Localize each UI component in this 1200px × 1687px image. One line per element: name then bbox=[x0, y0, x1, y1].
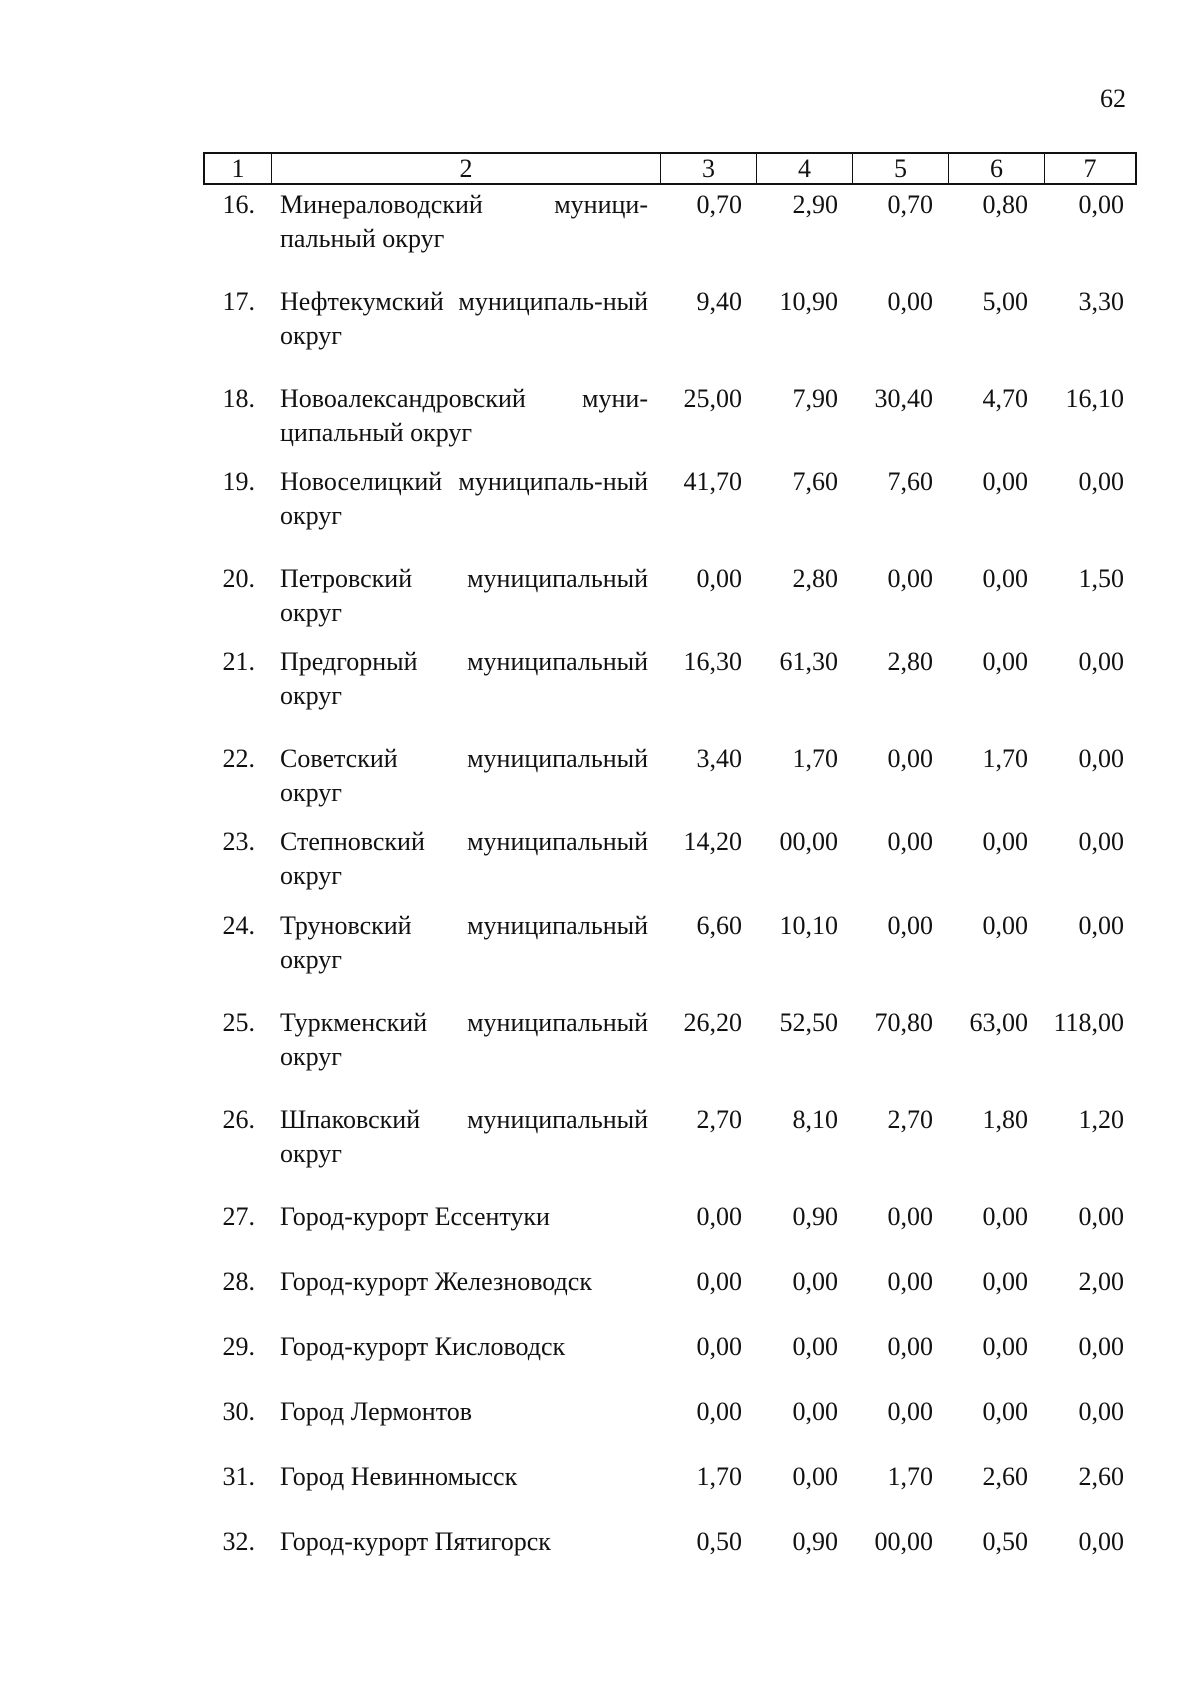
table-row bbox=[0, 1395, 1200, 1465]
value-col-3: 14,20 bbox=[683, 827, 742, 856]
row-number: 24. bbox=[222, 911, 255, 940]
value-col-5: 2,70 bbox=[887, 1105, 933, 1134]
header-cell-2: 2 bbox=[271, 154, 660, 183]
value-col-4: 00,00 bbox=[779, 827, 838, 856]
district-name: Новоалександровский муни-ципальный округ bbox=[280, 384, 648, 447]
value-col-7: 0,00 bbox=[1078, 647, 1124, 676]
row-number: 17. bbox=[222, 287, 255, 316]
table-row bbox=[0, 1460, 1200, 1530]
value-col-5: 00,00 bbox=[874, 1527, 933, 1556]
row-number: 21. bbox=[222, 647, 255, 676]
value-col-7: 0,00 bbox=[1078, 1397, 1124, 1426]
district-name: Минераловодский муници-пальный округ bbox=[280, 190, 648, 253]
value-col-7: 0,00 bbox=[1078, 744, 1124, 773]
value-col-4: 7,60 bbox=[792, 467, 838, 496]
value-col-7: 0,00 bbox=[1078, 1202, 1124, 1231]
header-cell-6: 6 bbox=[948, 154, 1044, 183]
value-col-5: 0,00 bbox=[887, 1397, 933, 1426]
page-number: 62 bbox=[1100, 84, 1126, 113]
value-col-7: 0,00 bbox=[1078, 827, 1124, 856]
header-cell-4: 4 bbox=[756, 154, 852, 183]
value-col-6: 0,00 bbox=[982, 1267, 1028, 1296]
value-col-3: 9,40 bbox=[696, 287, 742, 316]
row-number: 22. bbox=[222, 744, 255, 773]
value-col-7: 0,00 bbox=[1078, 190, 1124, 219]
row-number: 23. bbox=[222, 827, 255, 856]
value-col-5: 0,00 bbox=[887, 1332, 933, 1361]
table-row bbox=[0, 1103, 1200, 1173]
value-col-6: 1,70 bbox=[982, 744, 1028, 773]
value-col-7: 3,30 bbox=[1078, 287, 1124, 316]
value-col-3: 2,70 bbox=[696, 1105, 742, 1134]
value-col-4: 0,00 bbox=[792, 1267, 838, 1296]
value-col-7: 16,10 bbox=[1065, 384, 1124, 413]
value-col-6: 2,60 bbox=[982, 1462, 1028, 1491]
district-name: Предгорный муниципальный округ bbox=[280, 647, 648, 710]
value-col-4: 2,90 bbox=[792, 190, 838, 219]
value-col-7: 0,00 bbox=[1078, 911, 1124, 940]
value-col-5: 1,70 bbox=[887, 1462, 933, 1491]
value-col-5: 0,00 bbox=[887, 911, 933, 940]
value-col-5: 70,80 bbox=[874, 1008, 933, 1037]
value-col-6: 63,00 bbox=[969, 1008, 1028, 1037]
table-row bbox=[0, 1200, 1200, 1270]
value-col-6: 0,00 bbox=[982, 827, 1028, 856]
value-col-3: 0,00 bbox=[696, 564, 742, 593]
value-col-4: 7,90 bbox=[792, 384, 838, 413]
table-row bbox=[0, 465, 1200, 535]
row-number: 28. bbox=[222, 1267, 255, 1296]
value-col-5: 0,00 bbox=[887, 1267, 933, 1296]
table-row bbox=[0, 562, 1200, 632]
value-col-4: 8,10 bbox=[792, 1105, 838, 1134]
table-row bbox=[0, 285, 1200, 355]
value-col-6: 0,00 bbox=[982, 1332, 1028, 1361]
district-name: Город-курорт Железноводск bbox=[280, 1267, 592, 1296]
value-col-7: 118,00 bbox=[1053, 1008, 1124, 1037]
value-col-5: 7,60 bbox=[887, 467, 933, 496]
value-col-7: 2,60 bbox=[1078, 1462, 1124, 1491]
row-number: 19. bbox=[222, 467, 255, 496]
value-col-7: 1,20 bbox=[1078, 1105, 1124, 1134]
value-col-7: 0,00 bbox=[1078, 1527, 1124, 1556]
value-col-5: 0,70 bbox=[887, 190, 933, 219]
value-col-4: 0,90 bbox=[792, 1527, 838, 1556]
header-cell-3: 3 bbox=[660, 154, 756, 183]
value-col-6: 0,00 bbox=[982, 467, 1028, 496]
value-col-6: 4,70 bbox=[982, 384, 1028, 413]
district-name: Новоселицкий муниципаль-ный округ bbox=[280, 467, 648, 530]
district-name: Туркменский муниципальный округ bbox=[280, 1008, 648, 1071]
value-col-3: 16,30 bbox=[683, 647, 742, 676]
table-row bbox=[0, 1265, 1200, 1335]
district-name: Город Лермонтов bbox=[280, 1397, 472, 1426]
value-col-6: 0,00 bbox=[982, 911, 1028, 940]
value-col-6: 0,00 bbox=[982, 1397, 1028, 1426]
row-number: 29. bbox=[222, 1332, 255, 1361]
value-col-4: 0,00 bbox=[792, 1332, 838, 1361]
district-name: Нефтекумский муниципаль-ный округ bbox=[280, 287, 648, 350]
value-col-5: 0,00 bbox=[887, 287, 933, 316]
header-cell-5: 5 bbox=[852, 154, 948, 183]
value-col-5: 0,00 bbox=[887, 744, 933, 773]
value-col-4: 2,80 bbox=[792, 564, 838, 593]
header-cell-7: 7 bbox=[1044, 154, 1135, 183]
value-col-7: 0,00 bbox=[1078, 467, 1124, 496]
table-row bbox=[0, 645, 1200, 715]
value-col-4: 52,50 bbox=[779, 1008, 838, 1037]
value-col-6: 0,00 bbox=[982, 647, 1028, 676]
table-row bbox=[0, 188, 1200, 258]
value-col-5: 0,00 bbox=[887, 1202, 933, 1231]
value-col-6: 5,00 bbox=[982, 287, 1028, 316]
value-col-6: 0,80 bbox=[982, 190, 1028, 219]
value-col-3: 0,50 bbox=[696, 1527, 742, 1556]
row-number: 32. bbox=[222, 1527, 255, 1556]
value-col-7: 0,00 bbox=[1078, 1332, 1124, 1361]
value-col-5: 0,00 bbox=[887, 827, 933, 856]
value-col-4: 0,00 bbox=[792, 1397, 838, 1426]
value-col-3: 6,60 bbox=[696, 911, 742, 940]
district-name: Город-курорт Пятигорск bbox=[280, 1527, 551, 1556]
value-col-5: 0,00 bbox=[887, 564, 933, 593]
value-col-4: 10,90 bbox=[779, 287, 838, 316]
value-col-3: 0,00 bbox=[696, 1267, 742, 1296]
district-name: Труновский муниципальный округ bbox=[280, 911, 648, 974]
value-col-3: 3,40 bbox=[696, 744, 742, 773]
district-name: Город-курорт Ессентуки bbox=[280, 1202, 550, 1231]
value-col-3: 0,00 bbox=[696, 1202, 742, 1231]
value-col-4: 0,00 bbox=[792, 1462, 838, 1491]
value-col-5: 30,40 bbox=[874, 384, 933, 413]
value-col-4: 1,70 bbox=[792, 744, 838, 773]
table-row bbox=[0, 825, 1200, 895]
table-row bbox=[0, 1525, 1200, 1595]
value-col-3: 0,00 bbox=[696, 1397, 742, 1426]
value-col-4: 0,90 bbox=[792, 1202, 838, 1231]
row-number: 18. bbox=[222, 384, 255, 413]
value-col-4: 10,10 bbox=[779, 911, 838, 940]
row-number: 16. bbox=[222, 190, 255, 219]
row-number: 27. bbox=[222, 1202, 255, 1231]
value-col-3: 1,70 bbox=[696, 1462, 742, 1491]
value-col-7: 2,00 bbox=[1078, 1267, 1124, 1296]
value-col-4: 61,30 bbox=[779, 647, 838, 676]
table-row bbox=[0, 909, 1200, 979]
row-number: 26. bbox=[222, 1105, 255, 1134]
value-col-6: 0,00 bbox=[982, 564, 1028, 593]
value-col-3: 26,20 bbox=[683, 1008, 742, 1037]
row-number: 20. bbox=[222, 564, 255, 593]
value-col-5: 2,80 bbox=[887, 647, 933, 676]
district-name: Город-курорт Кисловодск bbox=[280, 1332, 566, 1361]
district-name: Петровский муниципальный округ bbox=[280, 564, 648, 627]
row-number: 25. bbox=[222, 1008, 255, 1037]
district-name: Степновский муниципальный округ bbox=[280, 827, 648, 890]
value-col-6: 1,80 bbox=[982, 1105, 1028, 1134]
value-col-6: 0,00 bbox=[982, 1202, 1028, 1231]
value-col-3: 25,00 bbox=[683, 384, 742, 413]
district-name: Город Невинномысск bbox=[280, 1462, 518, 1491]
value-col-3: 0,00 bbox=[696, 1332, 742, 1361]
value-col-6: 0,50 bbox=[982, 1527, 1028, 1556]
district-name: Советский муниципальный округ bbox=[280, 744, 648, 807]
value-col-3: 41,70 bbox=[683, 467, 742, 496]
row-number: 30. bbox=[222, 1397, 255, 1426]
table-row bbox=[0, 1330, 1200, 1400]
row-number: 31. bbox=[222, 1462, 255, 1491]
district-name: Шпаковский муниципальный округ bbox=[280, 1105, 648, 1168]
table-row bbox=[0, 742, 1200, 812]
table-row bbox=[0, 1006, 1200, 1076]
value-col-7: 1,50 bbox=[1078, 564, 1124, 593]
table-row bbox=[0, 382, 1200, 452]
value-col-3: 0,70 bbox=[696, 190, 742, 219]
header-cell-1: 1 bbox=[231, 153, 245, 183]
